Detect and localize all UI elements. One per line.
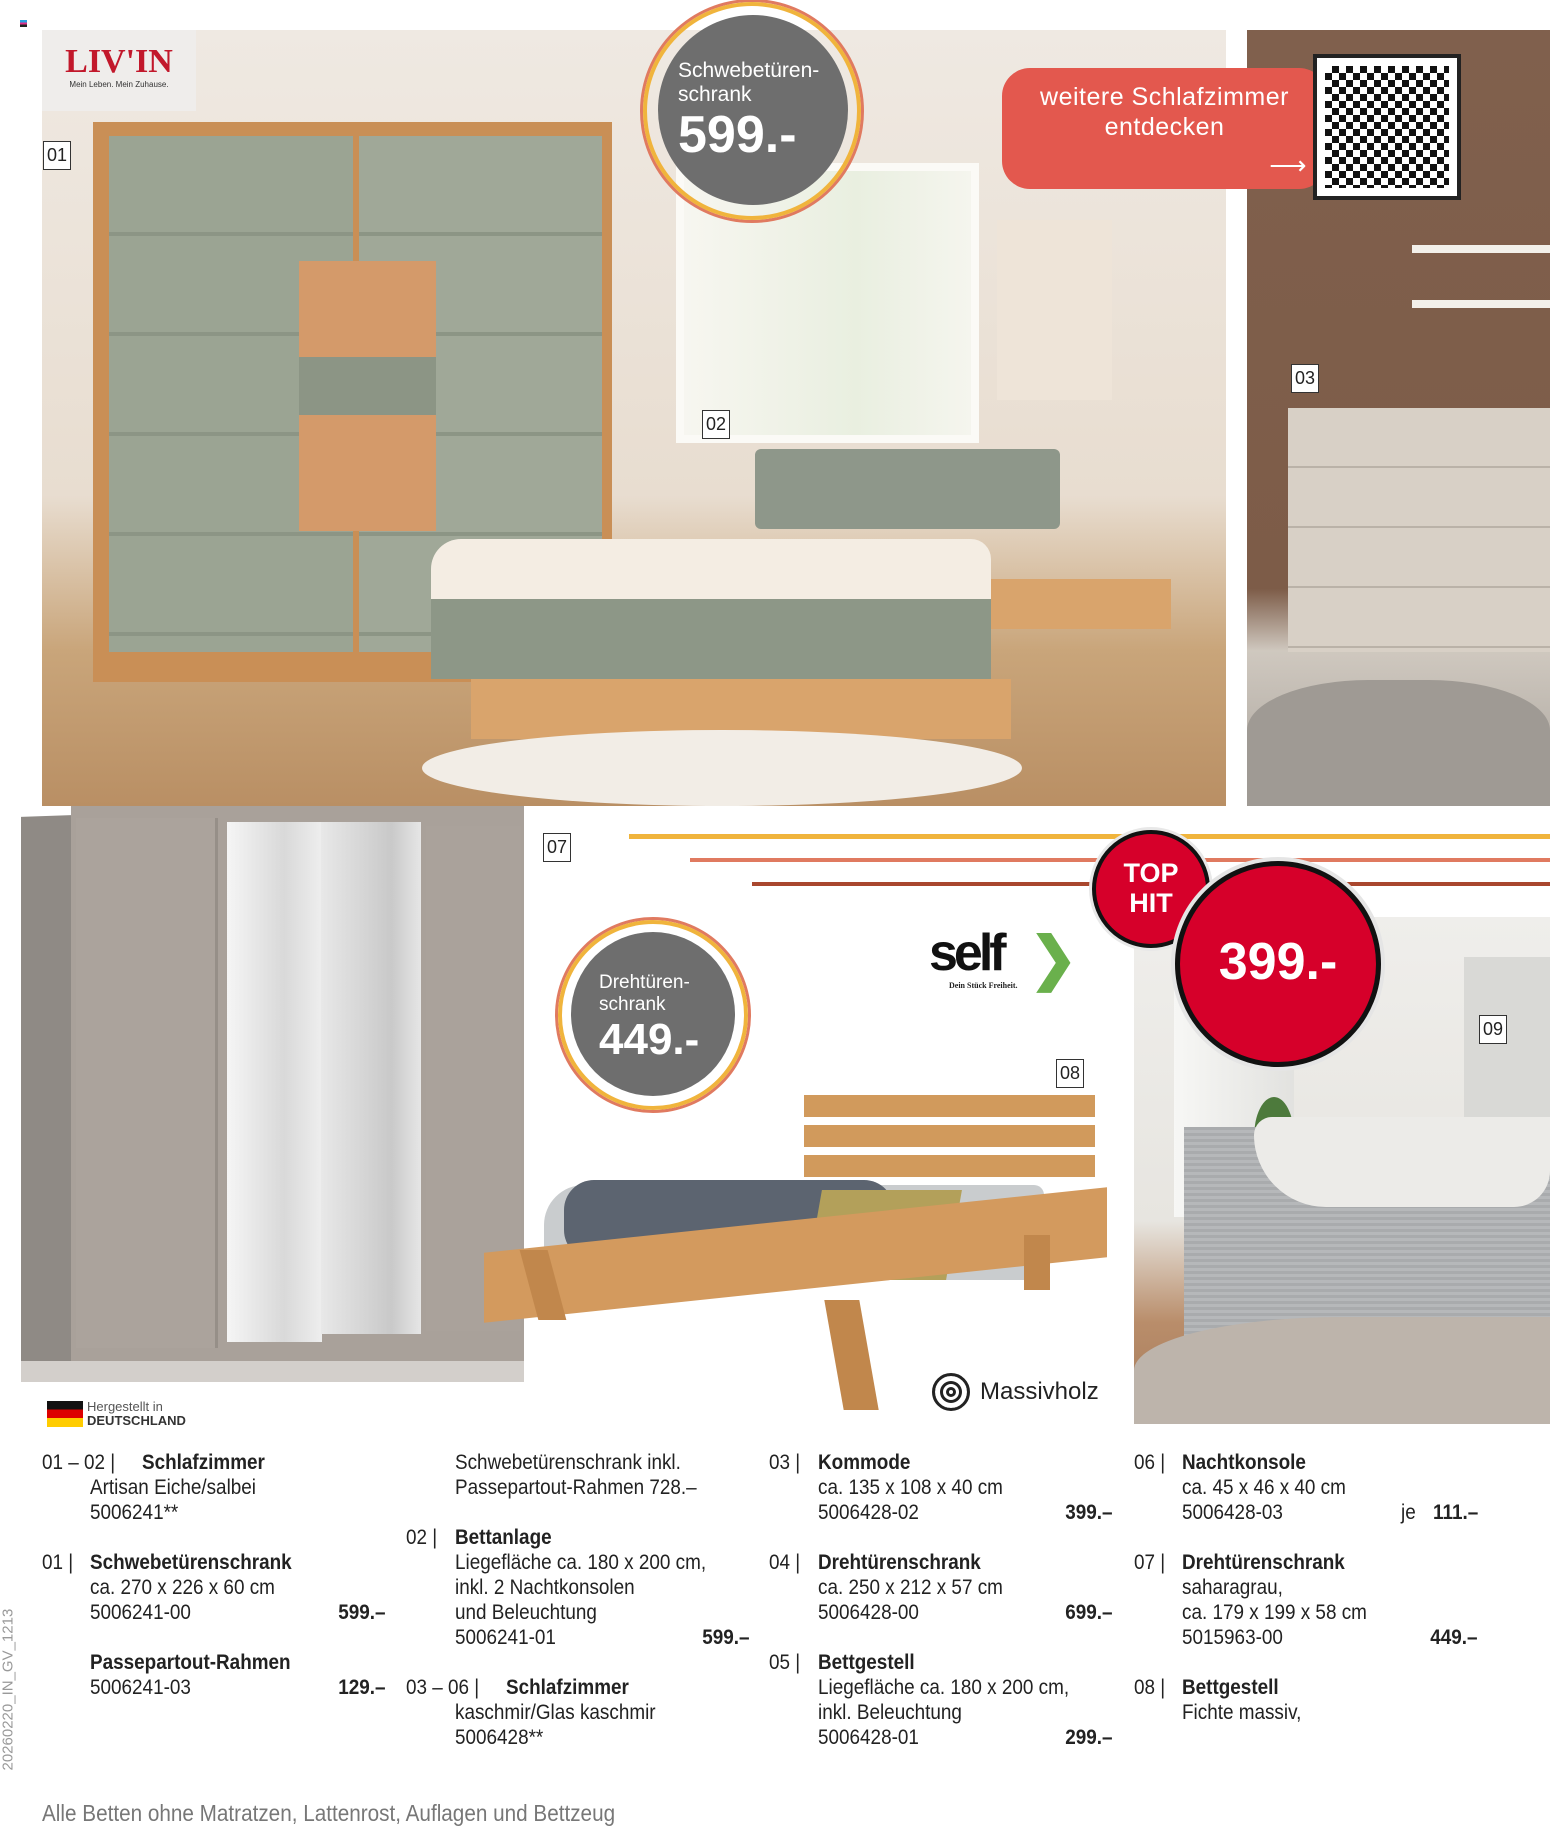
item-desc: ca. 135 x 108 x 40 cm xyxy=(818,1476,1003,1499)
item-number: 08 | xyxy=(1134,1676,1166,1699)
dresser xyxy=(1288,408,1550,652)
item-label-08: 08 xyxy=(1056,1059,1084,1088)
item-label-02: 02 xyxy=(702,410,730,439)
item-number: 02 | xyxy=(406,1526,438,1549)
tree-rings-icon xyxy=(932,1373,970,1411)
item-desc: Liegefläche ca. 180 x 200 cm, xyxy=(455,1551,707,1574)
item-label-07: 07 xyxy=(543,833,571,862)
item-price: 699.– xyxy=(1065,1601,1113,1624)
item-desc: saharagrau, xyxy=(1182,1576,1283,1599)
item-price: 129.– xyxy=(338,1676,386,1699)
item-label-01: 01 xyxy=(43,141,71,170)
item-sku: 5006241** xyxy=(90,1501,179,1524)
top-hit-line-1: TOP xyxy=(1123,858,1179,888)
item-sku: 5006241-03 xyxy=(90,1676,191,1699)
price-badge-inner xyxy=(658,15,848,205)
item-desc: inkl. Beleuchtung xyxy=(818,1701,962,1724)
item-label-03: 03 xyxy=(1291,364,1319,393)
item-title: Bettanlage xyxy=(455,1526,552,1549)
bed xyxy=(431,449,1177,746)
item-sku: 5006428-03 xyxy=(1182,1501,1283,1524)
badge-title-1: Schwebetüren- xyxy=(678,59,820,82)
cta-line-2: entdecken xyxy=(1104,113,1225,141)
badge-price: 599.- xyxy=(678,106,797,164)
item-number: 03 – 06 | xyxy=(406,1676,480,1699)
item-label-09: 09 xyxy=(1479,1015,1507,1044)
self-logo-text: self xyxy=(929,924,1003,982)
footer-note: Alle Betten ohne Matratzen, Lattenrost, Auflagen und Bettzeug xyxy=(42,1800,616,1826)
badge-title-2: schrank xyxy=(678,83,752,106)
more-bedrooms-link[interactable] xyxy=(1002,68,1327,189)
item-desc: inkl. 2 Nachtkonsolen xyxy=(455,1576,635,1599)
badge-price: 449.- xyxy=(599,1015,700,1064)
item-sku: 5006428-01 xyxy=(818,1726,919,1749)
item-title: Kommode xyxy=(818,1451,911,1474)
qr-code[interactable] xyxy=(1313,54,1461,200)
item-number: 01 | xyxy=(42,1551,74,1574)
item-number: 04 | xyxy=(769,1551,801,1574)
item-sku: 5006241-01 xyxy=(455,1626,556,1649)
item-title: Nachtkonsole xyxy=(1182,1451,1306,1474)
self-tagline: Dein Stück Freiheit. xyxy=(949,981,1018,990)
top-hit-line-2: HIT xyxy=(1129,888,1173,918)
wardrobe-07-photo xyxy=(21,806,524,1382)
cta-line-1: weitere Schlafzimmer xyxy=(1040,83,1289,111)
item-number: 01 – 02 | xyxy=(42,1451,116,1474)
made-in-germany xyxy=(47,1400,186,1428)
item-sku: 5015963-00 xyxy=(1182,1626,1283,1649)
decor-line-yellow xyxy=(629,834,1550,839)
badge-title-1: Drehtüren- xyxy=(599,972,690,993)
item-number: 05 | xyxy=(769,1651,801,1674)
item-number: 07 | xyxy=(1134,1551,1166,1574)
made-in-line-2: DEUTSCHLAND xyxy=(87,1413,186,1428)
item-price: 399.– xyxy=(1065,1501,1113,1524)
self-logo xyxy=(929,925,1079,1003)
item-price: 299.– xyxy=(1065,1726,1113,1749)
livin-logo xyxy=(42,30,196,111)
item-title: Drehtürenschrank xyxy=(1182,1551,1345,1574)
german-flag-icon xyxy=(47,1401,83,1427)
item-desc: Fichte massiv, xyxy=(1182,1701,1302,1724)
item-title: Schwebetürenschrank xyxy=(90,1551,292,1574)
item-price-prefix: je xyxy=(1401,1501,1416,1524)
item-desc: und Beleuchtung xyxy=(455,1601,597,1624)
item-price: 111.– xyxy=(1432,1501,1478,1524)
item-desc: Artisan Eiche/salbei xyxy=(90,1476,256,1499)
item-price: 599.– xyxy=(338,1601,386,1624)
item-number: 06 | xyxy=(1134,1451,1166,1474)
item-number: 03 | xyxy=(769,1451,801,1474)
arrow-icon: ⟶ xyxy=(1269,150,1307,180)
item-sku: 5006428-02 xyxy=(818,1501,919,1524)
item-desc: ca. 45 x 46 x 40 cm xyxy=(1182,1476,1346,1499)
made-in-line-1: Hergestellt in xyxy=(87,1399,163,1414)
item-title: Passepartout-Rahmen xyxy=(90,1651,291,1674)
print-color-marks xyxy=(20,20,27,27)
item-desc: ca. 270 x 226 x 60 cm xyxy=(90,1576,275,1599)
item-title: Bettgestell xyxy=(1182,1676,1279,1699)
massivholz-badge xyxy=(932,1372,1099,1412)
livin-logo-text: LIV'IN xyxy=(65,43,173,80)
rug xyxy=(422,730,1022,806)
badge-price: 399.- xyxy=(1218,933,1338,991)
badge-title-2: schrank xyxy=(599,994,666,1015)
price-badge-inner xyxy=(571,932,735,1096)
livin-tagline: Mein Leben. Mein Zuhause. xyxy=(69,80,169,89)
item-desc: Schwebetürenschrank inkl. xyxy=(455,1451,681,1474)
item-desc: ca. 179 x 199 x 58 cm xyxy=(1182,1601,1367,1624)
item-price: 449.– xyxy=(1430,1626,1478,1649)
item-sku: 5006428-00 xyxy=(818,1601,919,1624)
item-desc: Liegefläche ca. 180 x 200 cm, xyxy=(818,1676,1070,1699)
item-desc: kaschmir/Glas kaschmir xyxy=(455,1701,656,1724)
item-desc: ca. 250 x 212 x 57 cm xyxy=(818,1576,1003,1599)
item-title: Drehtürenschrank xyxy=(818,1551,981,1574)
artwork xyxy=(997,220,1112,400)
item-price: 599.– xyxy=(702,1626,750,1649)
price-badge-boxspring xyxy=(1175,861,1381,1067)
item-title: Schlafzimmer xyxy=(506,1676,629,1699)
chevron-right-icon: ❯ xyxy=(1029,926,1078,991)
side-code: 20260220_IN_GV_1213 xyxy=(0,1608,17,1771)
item-title: Schlafzimmer xyxy=(142,1451,265,1474)
item-sku: 5006428** xyxy=(455,1726,544,1749)
item-desc: Passepartout-Rahmen 728.– xyxy=(455,1476,697,1499)
massivholz-label: Massivholz xyxy=(980,1378,1099,1405)
item-title: Bettgestell xyxy=(818,1651,915,1674)
item-sku: 5006241-00 xyxy=(90,1601,191,1624)
